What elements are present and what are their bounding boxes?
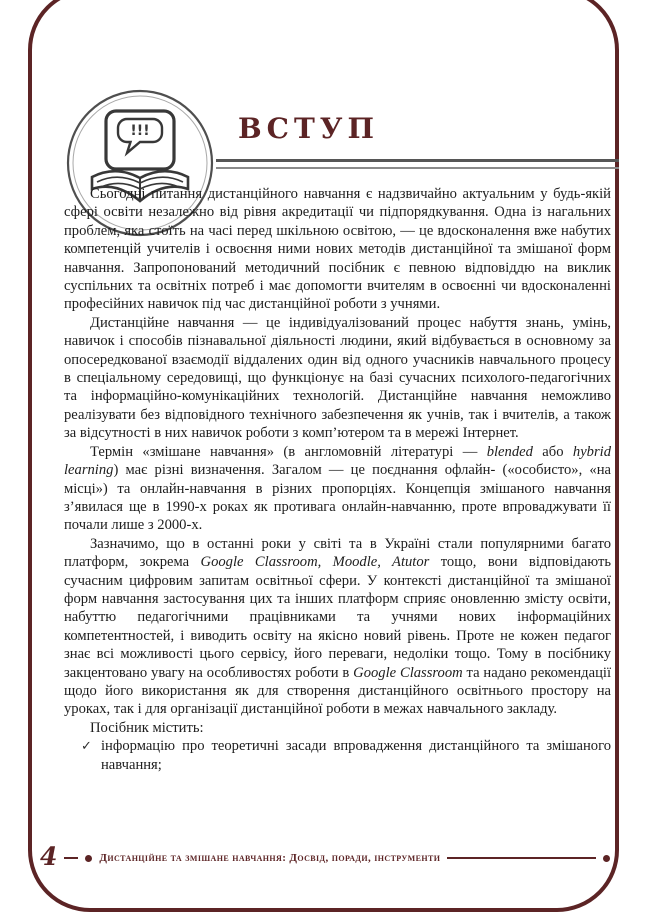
- italic-text: hybrid learning: [64, 443, 612, 479]
- paragraph: [64, 185, 611, 314]
- text-run: та надано рекомендації щодо його використання як для створення дистанційного освітнього простору на уроках, так і для організації дистанційної роботи в межах навчального закладу.: [64, 664, 612, 718]
- list-item: [64, 737, 611, 774]
- text-run: Сьогодні питання дистанційного навчання є надзвичайно актуальним у будь-якій сфері освіти незалежно від рівня акредитації чи підпорядкування. Одна із нагальних проблем, яка стоїть на часі перед шкільною освітою, — це вдосконалення вже набутих компетенцій учителів і освоєння ними нових методів дистанційної та змішаної форм навчання. Запропонований методичний посібник є певною відповіддю на виклик суспільних та освітніх потреб і має допомогти вчителям в освоєнні чи вдосконаленні професійних навичок під час дистанційної роботи з учнями.: [64, 186, 611, 313]
- paragraph: [64, 535, 611, 719]
- page-footer: [40, 841, 610, 871]
- footer-dot-left: [85, 855, 92, 862]
- footer-line-right: [447, 857, 596, 859]
- italic-text: Google Classroom: [353, 664, 463, 681]
- check-icon: ✓: [81, 739, 92, 755]
- footer-line-left: [64, 857, 78, 859]
- list-intro: Посібник містить:: [90, 719, 204, 736]
- text-run: Термін «змішане навчання» (в англомовній літературі —: [90, 443, 487, 460]
- text-run: тощо, вони відповідають сучасним цифровим запитам освітньої сфери. У контексті дистанційної та змішаної форм навчання застосування цих та інших платформ сприяє оновленню змісту освіти, набуттю педагогічними працівниками та учнями нових інформаційних компетентностей, і виводить освіту на якісно новий рівень. Проте не кожен педагог знає всі можливості цього сервісу, його переваги, недоліки тощо. Тому в посібнику закцентовано увагу на особливостях роботи в: [64, 554, 611, 681]
- italic-text: Google Classroom, Moodle, Atutor: [200, 554, 430, 571]
- title-divider: [216, 159, 619, 169]
- bullet-list: [64, 737, 611, 774]
- body-text: [64, 185, 611, 774]
- text-run: ) має різні визначення. Загалом — це поєднання офлайн- («особисто», «на місці») та онлайн-навчання в різних пропорціях. Концепція змішаного навчання з’явилася ще в 1990-х роках як противага онлайн-навчанню, проте впроваджувати її почали лише з 2000-х.: [64, 462, 611, 534]
- exclamation-text: !!!: [130, 123, 150, 139]
- list-item-text: інформацію про теоретичні засади впровадження дистанційного та змішаного навчання;: [101, 738, 611, 773]
- italic-text: blended: [486, 443, 533, 460]
- footer-dot-right: [603, 855, 610, 862]
- text-run: Дистанційне навчання — це індивідуалізований процес набуття знань, умінь, навичок і способів пізнавальної діяльності людини, який відбувається в основному за опосередкованої взаємодії віддалених один від одного учасників навчального процесу в спеціальному середовищі, що функціонує на базі сучасних психолого-педагогічних та інформаційно-комунікаційних технологій. Дистанційне навчання неможливо реалізувати без відповідного технічного забезпечення як учнів, так і вчителів, а також за відсутності в них навичок роботи з комп’ютером та в мережі Інтернет.: [64, 314, 611, 442]
- paragraph: [64, 314, 611, 443]
- page-number: 4: [40, 841, 58, 871]
- text-run: Зазначимо, що в останні роки у світі та в Україні стали популярними багато платформ, зокрема: [64, 535, 611, 571]
- text-run: або: [532, 443, 573, 460]
- paragraph: [64, 443, 611, 535]
- footer-title: Дистанційне та змішане навчання: Досвід, поради, інструменти: [99, 852, 441, 864]
- paragraphs: [64, 185, 611, 719]
- chapter-title: ВСТУП: [238, 112, 379, 145]
